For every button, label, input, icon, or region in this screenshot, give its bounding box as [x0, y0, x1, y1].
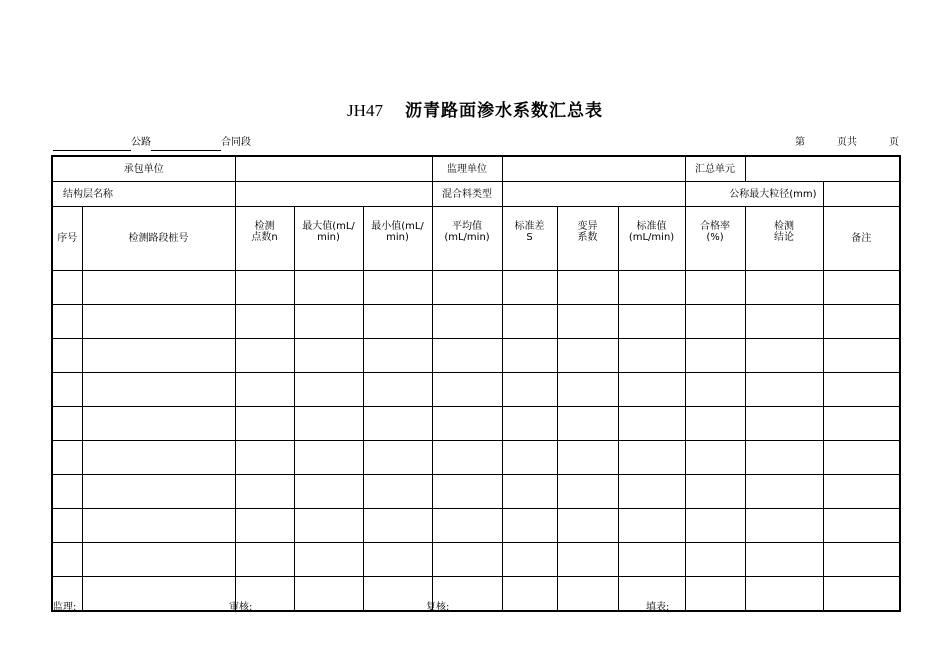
table-cell[interactable] — [432, 543, 502, 577]
table-cell[interactable] — [52, 441, 82, 475]
table-cell[interactable] — [557, 339, 618, 373]
table-cell[interactable] — [363, 407, 432, 441]
table-cell[interactable] — [557, 407, 618, 441]
table-cell[interactable] — [82, 441, 235, 475]
column-header-row — [52, 207, 900, 271]
table-cell[interactable] — [745, 407, 823, 441]
table-cell[interactable] — [685, 509, 745, 543]
table-cell[interactable] — [823, 475, 900, 509]
table-cell[interactable] — [745, 373, 823, 407]
table-cell[interactable] — [363, 543, 432, 577]
table-cell[interactable] — [745, 543, 823, 577]
page-suffix: 页 — [889, 137, 899, 148]
table-cell[interactable] — [745, 441, 823, 475]
table-cell[interactable] — [82, 271, 235, 305]
reviewer-sign: 审核: — [229, 602, 253, 613]
table-cell[interactable] — [52, 475, 82, 509]
table-cell[interactable] — [82, 305, 235, 339]
table-cell[interactable] — [745, 339, 823, 373]
table-row — [52, 543, 900, 577]
table-row — [52, 271, 900, 305]
table-cell[interactable] — [618, 475, 685, 509]
supervisor-unit-value[interactable] — [502, 156, 685, 182]
table-cell[interactable] — [618, 543, 685, 577]
table-cell[interactable] — [52, 543, 82, 577]
table-cell[interactable] — [294, 339, 363, 373]
table-cell[interactable] — [363, 305, 432, 339]
contract-label: 合同段 — [221, 137, 251, 148]
table-cell[interactable] — [557, 373, 618, 407]
table-cell[interactable] — [557, 305, 618, 339]
table-cell[interactable] — [685, 407, 745, 441]
form-name: 沥青路面渗水系数汇总表 — [404, 101, 603, 121]
table-cell[interactable] — [618, 271, 685, 305]
contractor-label: 承包单位 — [52, 156, 235, 182]
table-row — [52, 305, 900, 339]
table-cell[interactable] — [557, 441, 618, 475]
table-cell[interactable] — [823, 509, 900, 543]
table-cell[interactable] — [82, 407, 235, 441]
road-label: 公路 — [131, 137, 151, 148]
table-cell[interactable] — [82, 373, 235, 407]
table-cell[interactable] — [618, 441, 685, 475]
supervisor-sign: 监理: — [53, 602, 77, 613]
signature-footer — [53, 598, 899, 612]
table-cell[interactable] — [823, 271, 900, 305]
table-cell[interactable] — [685, 475, 745, 509]
column-header-conclusion: 检测 结论 — [745, 207, 823, 271]
table-cell[interactable] — [557, 271, 618, 305]
table-row — [52, 407, 900, 441]
table-cell[interactable] — [618, 509, 685, 543]
table-cell[interactable] — [502, 475, 557, 509]
table-cell[interactable] — [363, 509, 432, 543]
layer-name-value[interactable] — [235, 182, 432, 207]
table-cell[interactable] — [432, 441, 502, 475]
table-cell[interactable] — [52, 339, 82, 373]
table-cell[interactable] — [502, 305, 557, 339]
table-cell[interactable] — [82, 475, 235, 509]
table-cell[interactable] — [557, 475, 618, 509]
table-cell[interactable] — [432, 509, 502, 543]
table-cell[interactable] — [432, 475, 502, 509]
column-header-std: 标准差 S — [502, 207, 557, 271]
table-cell[interactable] — [502, 441, 557, 475]
page-prefix: 第 — [795, 137, 805, 148]
summary-unit-value[interactable] — [745, 156, 900, 182]
table-cell[interactable] — [502, 509, 557, 543]
table-cell[interactable] — [294, 407, 363, 441]
table-cell[interactable] — [363, 475, 432, 509]
table-cell[interactable] — [235, 475, 294, 509]
table-cell[interactable] — [823, 407, 900, 441]
filler-sign: 填表: — [646, 602, 670, 613]
table-cell[interactable] — [294, 509, 363, 543]
table-cell[interactable] — [685, 271, 745, 305]
table-cell[interactable] — [745, 305, 823, 339]
table-cell[interactable] — [363, 339, 432, 373]
page-indicator — [795, 135, 899, 151]
table-cell[interactable] — [557, 509, 618, 543]
mix-type-value[interactable] — [502, 182, 685, 207]
table-cell[interactable] — [294, 305, 363, 339]
column-header-points: 检测 点数n — [235, 207, 294, 271]
table-cell[interactable] — [235, 271, 294, 305]
table-cell[interactable] — [363, 271, 432, 305]
table-row — [52, 475, 900, 509]
form-title — [0, 96, 950, 121]
table-cell[interactable] — [294, 373, 363, 407]
table-row — [52, 441, 900, 475]
table-cell[interactable] — [502, 271, 557, 305]
table-cell[interactable] — [502, 543, 557, 577]
table-cell[interactable] — [235, 509, 294, 543]
info-row-2 — [52, 182, 900, 207]
column-header-standard: 标准值 (mL/min) — [618, 207, 685, 271]
table-cell[interactable] — [618, 407, 685, 441]
table-cell[interactable] — [685, 373, 745, 407]
table-cell[interactable] — [745, 271, 823, 305]
table-cell[interactable] — [52, 305, 82, 339]
table-cell[interactable] — [82, 339, 235, 373]
page-mid: 页共 — [837, 137, 857, 148]
table-cell[interactable] — [502, 339, 557, 373]
table-row — [52, 339, 900, 373]
table-cell[interactable] — [745, 509, 823, 543]
table-cell[interactable] — [432, 407, 502, 441]
table-cell[interactable] — [823, 305, 900, 339]
supervisor-unit-label: 监理单位 — [432, 156, 502, 182]
table-cell[interactable] — [294, 271, 363, 305]
rechecker-sign: 复核: — [426, 602, 450, 613]
table-cell[interactable] — [618, 305, 685, 339]
table-cell[interactable] — [432, 305, 502, 339]
form-code: JH47 — [347, 101, 383, 120]
table-cell[interactable] — [685, 339, 745, 373]
column-header-cv: 变异 系数 — [557, 207, 618, 271]
table-cell[interactable] — [432, 339, 502, 373]
table-cell[interactable] — [823, 441, 900, 475]
table-cell[interactable] — [823, 373, 900, 407]
table-cell[interactable] — [235, 339, 294, 373]
table-cell[interactable] — [235, 407, 294, 441]
table-cell[interactable] — [235, 305, 294, 339]
summary-unit-label: 汇总单元 — [685, 156, 745, 182]
table-cell[interactable] — [52, 509, 82, 543]
table-cell[interactable] — [52, 271, 82, 305]
table-cell[interactable] — [618, 339, 685, 373]
table-cell[interactable] — [235, 441, 294, 475]
table-cell[interactable] — [745, 475, 823, 509]
form-subline — [53, 135, 899, 151]
table-cell[interactable] — [502, 407, 557, 441]
contractor-value[interactable] — [235, 156, 432, 182]
column-header-seq: 序号 — [52, 207, 82, 271]
summary-table — [51, 155, 901, 612]
table-cell[interactable] — [294, 441, 363, 475]
mix-type-label: 混合料类型 — [432, 182, 502, 207]
max-size-label: 公称最大粒径(mm) — [685, 182, 823, 207]
column-header-pass-rate: 合格率 (%) — [685, 207, 745, 271]
table-cell[interactable] — [432, 271, 502, 305]
table-cell[interactable] — [294, 543, 363, 577]
column-header-avg: 平均值 (mL/min) — [432, 207, 502, 271]
table-cell[interactable] — [294, 475, 363, 509]
table-cell[interactable] — [432, 373, 502, 407]
table-cell[interactable] — [685, 441, 745, 475]
table-cell[interactable] — [363, 441, 432, 475]
table-cell[interactable] — [82, 509, 235, 543]
table-cell[interactable] — [685, 305, 745, 339]
table-cell[interactable] — [235, 373, 294, 407]
table-cell[interactable] — [363, 373, 432, 407]
column-header-min: 最小值(mL/ min) — [363, 207, 432, 271]
contract-blank[interactable] — [151, 139, 221, 151]
table-cell[interactable] — [823, 543, 900, 577]
road-blank[interactable] — [53, 139, 131, 151]
table-cell[interactable] — [618, 373, 685, 407]
table-row — [52, 509, 900, 543]
table-cell[interactable] — [52, 407, 82, 441]
table-cell[interactable] — [82, 543, 235, 577]
layer-name-label: 结构层名称 — [52, 182, 235, 207]
column-header-remark: 备注 — [823, 207, 900, 271]
table-row — [52, 373, 900, 407]
table-cell[interactable] — [52, 373, 82, 407]
table-cell[interactable] — [235, 543, 294, 577]
table-cell[interactable] — [502, 373, 557, 407]
info-row-1 — [52, 156, 900, 182]
table-cell[interactable] — [685, 543, 745, 577]
column-header-max: 最大值(mL/ min) — [294, 207, 363, 271]
max-size-value[interactable] — [823, 182, 900, 207]
table-cell[interactable] — [823, 339, 900, 373]
column-header-station: 检测路段桩号 — [82, 207, 235, 271]
table-cell[interactable] — [557, 543, 618, 577]
